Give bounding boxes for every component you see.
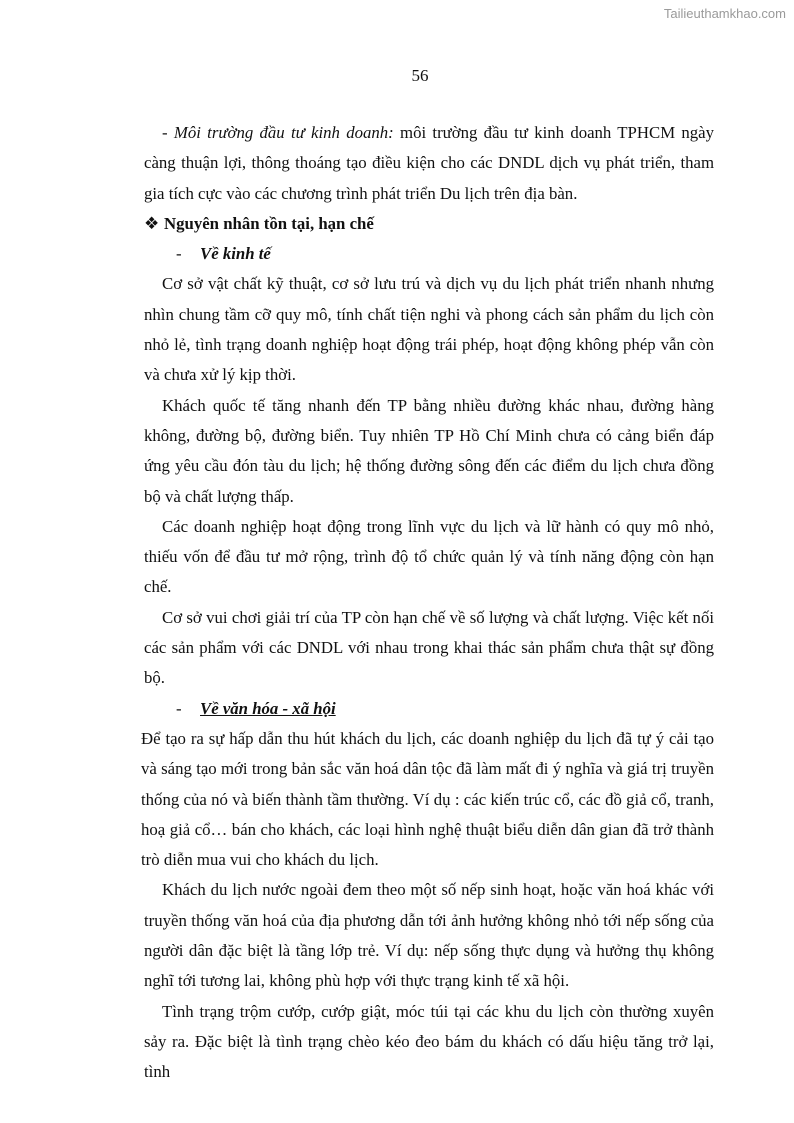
intro-paragraph xyxy=(144,118,714,209)
heading-text: Nguyên nhân tồn tại, hạn chế xyxy=(164,213,374,233)
economy-paragraph-2: Khách quốc tế tăng nhanh đến TP bằng nhiều đường khác nhau, đường hàng không, đường bộ, đường biển. Tuy nhiên TP Hồ Chí Minh chưa có cảng biển đáp ứng yêu cầu đón tàu du lịch; hệ thống đường sông đến các điểm du lịch chưa đồng bộ và chất lượng thấp. xyxy=(144,395,714,506)
culture-paragraph-2: Khách du lịch nước ngoài đem theo một số nếp sinh hoạt, hoặc văn hoá khác với truyền thống văn hoá của địa phương dẫn tới ảnh hưởng không nhỏ tới nếp sống của người dân đặc biệt là tầng lớp trẻ. Ví dụ: nếp sống thực dụng và hưởng thụ không nghĩ tới tương lai, không phù hợp với thực trạng kinh tế xã hội. xyxy=(144,880,714,991)
subsection-title-text: Về kinh tế xyxy=(200,244,271,264)
economy-paragraph-3: Các doanh nghiệp hoạt động trong lĩnh vực du lịch và lữ hành có quy mô nhỏ, thiếu vốn để đầu tư mở rộng, trình độ tổ chức quản lý và tính năng động còn hạn chế. xyxy=(144,516,714,597)
section-heading xyxy=(144,209,714,239)
watermark: Tailieuthamkhao.com xyxy=(663,6,786,21)
dash-marker: - xyxy=(176,244,182,264)
page-number: 56 xyxy=(411,66,429,85)
subsection-economy-title xyxy=(144,239,714,269)
culture-paragraph-1: Để tạo ra sự hấp dẫn thu hút khách du lịch, các doanh nghiệp du lịch đã tự ý cải tạo và sáng tạo mới trong bản sắc văn hoá dân tộc đã làm mất đi ý nghĩa và giá trị truyền thống của nó và biến thành tầm thường. Ví dụ : các kiến trúc cổ, các đồ giả cổ, tranh, hoạ giả cổ… bán cho khách, các loại hình nghệ thuật biểu diễn dân gian đã trở thành trò diễn mua vui cho khách du lịch. xyxy=(141,728,714,870)
intro-text: môi trường đầu tư kinh doanh TPHCM ngày càng thuận lợi, thông thoáng tạo điều kiện cho các DNDL dịch vụ phát triển, tham gia tích cực vào các chương trình phát triển Du lịch trên địa bàn. xyxy=(144,123,714,203)
subsection-title-text: Về văn hóa - xã hội xyxy=(200,698,336,718)
economy-paragraph-4: Cơ sở vui chơi giải trí của TP còn hạn chế về số lượng và chất lượng. Việc kết nối các sản phẩm với các DNDL với nhau trong khai thác sản phẩm chưa thật sự đồng bộ. xyxy=(144,607,714,688)
document-body xyxy=(141,118,714,1088)
diamond-bullet-icon: ❖ xyxy=(144,213,160,233)
intro-dash: - xyxy=(162,123,168,142)
economy-paragraph-1: Cơ sở vật chất kỹ thuật, cơ sở lưu trú và dịch vụ du lịch phát triển nhanh nhưng nhìn chung tầm cỡ quy mô, tính chất tiện nghi và phong cách sản phẩm du lịch còn nhỏ lẻ, tình trạng doanh nghiệp hoạt động trái phép, hoạt động không phép vẫn còn và chưa xử lý kịp thời. xyxy=(144,274,714,385)
subsection-culture-title xyxy=(144,694,714,724)
culture-paragraph-3: Tình trạng trộm cướp, cướp giật, móc túi tại các khu du lịch còn thường xuyên sảy ra. Đặc biệt là tình trạng chèo kéo đeo bám du khách có dấu hiệu tăng trở lại, tình xyxy=(144,1001,714,1082)
dash-marker: - xyxy=(176,698,182,718)
intro-label: Môi trường đầu tư kinh doanh: xyxy=(173,123,394,142)
